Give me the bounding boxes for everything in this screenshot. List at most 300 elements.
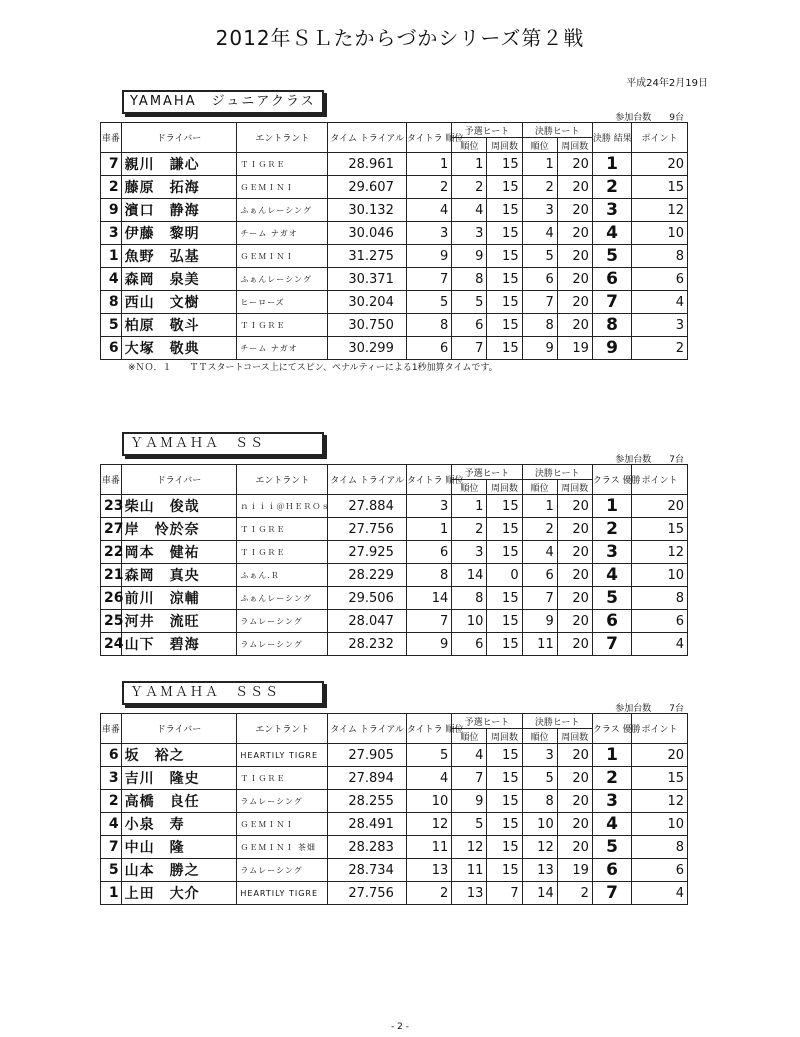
- cell-fl: 19: [557, 337, 592, 360]
- cell-fl: 20: [557, 813, 592, 836]
- cell-fl: 20: [557, 790, 592, 813]
- cell-hl: 15: [487, 859, 522, 882]
- cell-hl: 0: [487, 564, 522, 587]
- cell-res: 2: [592, 176, 631, 199]
- results-table: [100, 122, 688, 360]
- cell-driver: 山本 勝之: [121, 859, 237, 882]
- entry-count: 参加台数 9台: [615, 113, 684, 123]
- cell-pt: 4: [632, 291, 688, 314]
- cell-res: 1: [592, 744, 631, 767]
- table-row: [101, 199, 688, 222]
- cell-pt: 10: [632, 222, 688, 245]
- cell-no: 1: [101, 245, 122, 268]
- cell-entrant: ふぁん.Ｒ: [237, 564, 328, 587]
- table-row: [101, 268, 688, 291]
- table-row: [101, 836, 688, 859]
- header-heat: 予選ヒート: [452, 714, 522, 729]
- cell-fl: 20: [557, 564, 592, 587]
- header-final-laps: 周回数: [557, 729, 592, 744]
- cell-no: 22: [101, 541, 122, 564]
- cell-entrant: チーム ナガオ: [237, 222, 328, 245]
- cell-pt: 20: [632, 744, 688, 767]
- cell-fl: 20: [557, 268, 592, 291]
- cell-entrant: ＧＥＭＩＮＩ: [237, 813, 328, 836]
- cell-time: 28.047: [328, 610, 407, 633]
- cell-hl: 15: [487, 633, 522, 656]
- cell-res: 6: [592, 268, 631, 291]
- cell-driver: 親川 謙心: [121, 153, 237, 176]
- cell-no: 2: [101, 790, 122, 813]
- header-heat: 予選ヒート: [452, 465, 522, 480]
- cell-res: 2: [592, 767, 631, 790]
- cell-time: 30.132: [328, 199, 407, 222]
- cell-pt: 4: [632, 882, 688, 905]
- cell-entrant: ＴＩＧＲＥ: [237, 153, 328, 176]
- cell-no: 6: [101, 337, 122, 360]
- cell-res: 6: [592, 610, 631, 633]
- cell-tt: 5: [406, 291, 451, 314]
- cell-driver: 濱口 静海: [121, 199, 237, 222]
- cell-driver: 伊藤 黎明: [121, 222, 237, 245]
- cell-res: 4: [592, 813, 631, 836]
- cell-res: 3: [592, 790, 631, 813]
- cell-hp: 6: [452, 633, 487, 656]
- cell-no: 8: [101, 291, 122, 314]
- cell-tt: 1: [406, 518, 451, 541]
- cell-hp: 1: [452, 495, 487, 518]
- cell-entrant: チーム ナガオ: [237, 337, 328, 360]
- cell-fp: 12: [522, 836, 557, 859]
- cell-hp: 2: [452, 518, 487, 541]
- table-row: [101, 882, 688, 905]
- cell-driver: 大塚 敬典: [121, 337, 237, 360]
- cell-hp: 1: [452, 153, 487, 176]
- cell-pt: 12: [632, 790, 688, 813]
- cell-res: 8: [592, 314, 631, 337]
- cell-entrant: ラムレーシング: [237, 610, 328, 633]
- cell-hp: 4: [452, 199, 487, 222]
- cell-pt: 3: [632, 314, 688, 337]
- cell-entrant: HEARTILY TIGRE: [237, 744, 328, 767]
- cell-fp: 1: [522, 153, 557, 176]
- cell-time: 28.961: [328, 153, 407, 176]
- table-row: [101, 859, 688, 882]
- cell-time: 27.884: [328, 495, 407, 518]
- class-title: ＹＡＭＡＨＡ ＳＳ: [122, 432, 324, 456]
- cell-time: 27.905: [328, 744, 407, 767]
- cell-res: 5: [592, 836, 631, 859]
- cell-fl: 20: [557, 836, 592, 859]
- cell-driver: 藤原 拓海: [121, 176, 237, 199]
- cell-hl: 15: [487, 836, 522, 859]
- table-row: [101, 564, 688, 587]
- cell-driver: 高橋 良任: [121, 790, 237, 813]
- cell-no: 1: [101, 882, 122, 905]
- cell-res: 4: [592, 564, 631, 587]
- cell-hl: 15: [487, 153, 522, 176]
- cell-hl: 15: [487, 222, 522, 245]
- cell-fp: 6: [522, 564, 557, 587]
- header-final: 決勝ヒート: [522, 123, 592, 138]
- cell-hp: 12: [452, 836, 487, 859]
- class-title: YAMAHA ジュニアクラス: [122, 90, 324, 114]
- cell-res: 7: [592, 291, 631, 314]
- cell-pt: 10: [632, 564, 688, 587]
- cell-time: 30.750: [328, 314, 407, 337]
- header-result: 決勝 結果: [592, 123, 631, 153]
- cell-no: 26: [101, 587, 122, 610]
- cell-pt: 8: [632, 836, 688, 859]
- cell-fp: 8: [522, 314, 557, 337]
- cell-tt: 3: [406, 495, 451, 518]
- cell-res: 2: [592, 518, 631, 541]
- cell-driver: 岸 怜於奈: [121, 518, 237, 541]
- cell-time: 30.046: [328, 222, 407, 245]
- cell-time: 27.925: [328, 541, 407, 564]
- page-number: - 2 -: [391, 1022, 409, 1032]
- entry-count: 参加台数 7台: [615, 704, 684, 714]
- cell-entrant: ＴＩＧＲＥ: [237, 518, 328, 541]
- header-heat-laps: 周回数: [487, 480, 522, 495]
- header-final-position: 順位: [522, 138, 557, 153]
- cell-fl: 20: [557, 176, 592, 199]
- header-driver: ドライバー: [121, 123, 237, 153]
- cell-hp: 4: [452, 744, 487, 767]
- table-row: [101, 541, 688, 564]
- cell-fp: 4: [522, 541, 557, 564]
- header-points: ポイント: [632, 465, 688, 495]
- cell-tt: 11: [406, 836, 451, 859]
- cell-hp: 10: [452, 610, 487, 633]
- cell-driver: 中山 隆: [121, 836, 237, 859]
- cell-hl: 15: [487, 268, 522, 291]
- table-row: [101, 518, 688, 541]
- cell-time: 30.299: [328, 337, 407, 360]
- cell-pt: 6: [632, 610, 688, 633]
- cell-driver: 山下 碧海: [121, 633, 237, 656]
- cell-fl: 20: [557, 245, 592, 268]
- table-row: [101, 176, 688, 199]
- cell-hp: 7: [452, 767, 487, 790]
- header-entrant: エントラント: [237, 465, 328, 495]
- cell-tt: 1: [406, 153, 451, 176]
- cell-driver: 魚野 弘基: [121, 245, 237, 268]
- cell-hl: 15: [487, 291, 522, 314]
- cell-res: 3: [592, 541, 631, 564]
- cell-entrant: ＧＥＭＩＮＩ: [237, 245, 328, 268]
- cell-tt: 10: [406, 790, 451, 813]
- cell-tt: 8: [406, 564, 451, 587]
- header-time-trial: タイム トライアル: [328, 123, 407, 153]
- cell-res: 5: [592, 245, 631, 268]
- cell-no: 4: [101, 813, 122, 836]
- cell-fl: 20: [557, 610, 592, 633]
- cell-entrant: ＴＩＧＲＥ: [237, 314, 328, 337]
- cell-hl: 15: [487, 337, 522, 360]
- cell-hl: 15: [487, 767, 522, 790]
- cell-hp: 6: [452, 314, 487, 337]
- table-row: [101, 337, 688, 360]
- cell-entrant: HEARTILY TIGRE: [237, 882, 328, 905]
- cell-entrant: ラムレーシング: [237, 633, 328, 656]
- header-final-position: 順位: [522, 729, 557, 744]
- header-final: 決勝ヒート: [522, 465, 592, 480]
- cell-entrant: ふぁんレーシング: [237, 587, 328, 610]
- cell-entrant: ヒーローズ: [237, 291, 328, 314]
- cell-tt: 6: [406, 541, 451, 564]
- cell-hp: 8: [452, 268, 487, 291]
- cell-pt: 6: [632, 859, 688, 882]
- cell-driver: 西山 文樹: [121, 291, 237, 314]
- results-section: [100, 681, 688, 1001]
- header-result: クラス 優勝: [592, 714, 631, 744]
- cell-hl: 15: [487, 813, 522, 836]
- cell-fp: 2: [522, 176, 557, 199]
- table-row: [101, 314, 688, 337]
- cell-driver: 森岡 真央: [121, 564, 237, 587]
- header-heat-position: 順位: [452, 480, 487, 495]
- penalty-note: ※ＮＯ．１ ＴＴスタートコース上にてスピン、ペナルティーによる1秒加算タイムです。: [128, 363, 498, 373]
- cell-tt: 9: [406, 633, 451, 656]
- header-driver: ドライバー: [121, 465, 237, 495]
- header-car-number: 車番: [101, 465, 122, 495]
- header-car-number: 車番: [101, 123, 122, 153]
- cell-pt: 8: [632, 587, 688, 610]
- entry-count: 参加台数 7台: [615, 455, 684, 465]
- cell-fp: 6: [522, 268, 557, 291]
- cell-hl: 15: [487, 518, 522, 541]
- cell-pt: 4: [632, 633, 688, 656]
- cell-driver: 前川 涼輔: [121, 587, 237, 610]
- table-row: [101, 587, 688, 610]
- cell-time: 28.734: [328, 859, 407, 882]
- cell-time: 28.491: [328, 813, 407, 836]
- class-title: ＹＡＭＡＨＡ ＳＳＳ: [122, 681, 324, 705]
- cell-time: 28.232: [328, 633, 407, 656]
- cell-time: 28.283: [328, 836, 407, 859]
- results-table: [100, 464, 688, 656]
- cell-driver: 岡本 健祐: [121, 541, 237, 564]
- cell-hp: 8: [452, 587, 487, 610]
- cell-no: 6: [101, 744, 122, 767]
- header-car-number: 車番: [101, 714, 122, 744]
- cell-time: 27.756: [328, 882, 407, 905]
- header-entrant: エントラント: [237, 123, 328, 153]
- cell-no: 3: [101, 767, 122, 790]
- cell-fp: 1: [522, 495, 557, 518]
- cell-pt: 20: [632, 495, 688, 518]
- cell-fp: 7: [522, 587, 557, 610]
- cell-driver: 吉川 隆史: [121, 767, 237, 790]
- cell-hl: 7: [487, 882, 522, 905]
- cell-fl: 20: [557, 222, 592, 245]
- cell-fp: 5: [522, 245, 557, 268]
- cell-hl: 15: [487, 176, 522, 199]
- header-heat-position: 順位: [452, 138, 487, 153]
- cell-entrant: ＧＥＭＩＮＩ: [237, 176, 328, 199]
- cell-res: 9: [592, 337, 631, 360]
- cell-time: 28.255: [328, 790, 407, 813]
- header-driver: ドライバー: [121, 714, 237, 744]
- cell-tt: 2: [406, 176, 451, 199]
- header-tt-position: タイトラ 順位: [406, 465, 451, 495]
- cell-tt: 5: [406, 744, 451, 767]
- cell-fl: 20: [557, 291, 592, 314]
- cell-time: 29.607: [328, 176, 407, 199]
- cell-fp: 2: [522, 518, 557, 541]
- table-row: [101, 790, 688, 813]
- cell-tt: 13: [406, 859, 451, 882]
- event-date: 平成24年2月19日: [626, 78, 708, 89]
- cell-pt: 15: [632, 767, 688, 790]
- header-tt-position: タイトラ 順位: [406, 123, 451, 153]
- cell-hl: 15: [487, 541, 522, 564]
- cell-hp: 3: [452, 222, 487, 245]
- cell-no: 2: [101, 176, 122, 199]
- cell-tt: 6: [406, 337, 451, 360]
- cell-no: 25: [101, 610, 122, 633]
- table-row: [101, 495, 688, 518]
- cell-hl: 15: [487, 199, 522, 222]
- cell-entrant: ｎｉｉｉ＠ＨＥＲＯｓ: [237, 495, 328, 518]
- cell-hp: 9: [452, 245, 487, 268]
- table-row: [101, 291, 688, 314]
- cell-hl: 15: [487, 245, 522, 268]
- results-section: [100, 90, 688, 410]
- header-final-position: 順位: [522, 480, 557, 495]
- cell-tt: 7: [406, 610, 451, 633]
- table-row: [101, 222, 688, 245]
- cell-fp: 10: [522, 813, 557, 836]
- cell-no: 5: [101, 859, 122, 882]
- page-title: 2012年ＳＬたからづかシリーズ第２戦: [215, 26, 585, 50]
- cell-hp: 9: [452, 790, 487, 813]
- cell-no: 3: [101, 222, 122, 245]
- cell-time: 29.506: [328, 587, 407, 610]
- header-points: ポイント: [632, 714, 688, 744]
- cell-driver: 小泉 寿: [121, 813, 237, 836]
- cell-pt: 2: [632, 337, 688, 360]
- cell-hp: 14: [452, 564, 487, 587]
- cell-fl: 20: [557, 495, 592, 518]
- cell-hl: 15: [487, 610, 522, 633]
- header-final: 決勝ヒート: [522, 714, 592, 729]
- header-time-trial: タイム トライアル: [328, 465, 407, 495]
- cell-res: 7: [592, 882, 631, 905]
- cell-no: 24: [101, 633, 122, 656]
- cell-pt: 12: [632, 541, 688, 564]
- cell-hp: 11: [452, 859, 487, 882]
- header-tt-position: タイトラ 順位: [406, 714, 451, 744]
- cell-fl: 20: [557, 744, 592, 767]
- table-row: [101, 767, 688, 790]
- cell-fp: 8: [522, 790, 557, 813]
- cell-fl: 20: [557, 153, 592, 176]
- cell-driver: 上田 大介: [121, 882, 237, 905]
- cell-no: 23: [101, 495, 122, 518]
- cell-fp: 9: [522, 337, 557, 360]
- cell-res: 1: [592, 495, 631, 518]
- cell-fl: 2: [557, 882, 592, 905]
- table-row: [101, 153, 688, 176]
- cell-tt: 2: [406, 882, 451, 905]
- cell-fp: 11: [522, 633, 557, 656]
- header-time-trial: タイム トライアル: [328, 714, 407, 744]
- cell-pt: 15: [632, 518, 688, 541]
- cell-no: 21: [101, 564, 122, 587]
- cell-entrant: ＧＥＭＩＮＩ 茶畑: [237, 836, 328, 859]
- cell-hl: 15: [487, 790, 522, 813]
- table-row: [101, 610, 688, 633]
- header-result: クラス 優勝: [592, 465, 631, 495]
- cell-tt: 7: [406, 268, 451, 291]
- cell-fp: 3: [522, 199, 557, 222]
- cell-fl: 20: [557, 587, 592, 610]
- cell-tt: 12: [406, 813, 451, 836]
- cell-entrant: ふぁんレーシング: [237, 268, 328, 291]
- cell-res: 4: [592, 222, 631, 245]
- header-heat-position: 順位: [452, 729, 487, 744]
- header-entrant: エントラント: [237, 714, 328, 744]
- cell-hp: 2: [452, 176, 487, 199]
- header-points: ポイント: [632, 123, 688, 153]
- cell-driver: 柴山 俊哉: [121, 495, 237, 518]
- results-table: [100, 713, 688, 905]
- header-heat: 予選ヒート: [452, 123, 522, 138]
- cell-fp: 9: [522, 610, 557, 633]
- cell-fp: 4: [522, 222, 557, 245]
- table-row: [101, 744, 688, 767]
- cell-hp: 5: [452, 813, 487, 836]
- cell-hp: 5: [452, 291, 487, 314]
- cell-driver: 森岡 泉美: [121, 268, 237, 291]
- cell-hp: 13: [452, 882, 487, 905]
- cell-pt: 8: [632, 245, 688, 268]
- cell-fl: 20: [557, 518, 592, 541]
- cell-time: 30.371: [328, 268, 407, 291]
- cell-time: 31.275: [328, 245, 407, 268]
- cell-res: 3: [592, 199, 631, 222]
- cell-fl: 20: [557, 767, 592, 790]
- cell-res: 5: [592, 587, 631, 610]
- header-final-laps: 周回数: [557, 480, 592, 495]
- cell-fp: 3: [522, 744, 557, 767]
- cell-no: 7: [101, 153, 122, 176]
- cell-fl: 20: [557, 199, 592, 222]
- table-row: [101, 813, 688, 836]
- cell-pt: 12: [632, 199, 688, 222]
- cell-no: 5: [101, 314, 122, 337]
- cell-no: 27: [101, 518, 122, 541]
- cell-fl: 20: [557, 633, 592, 656]
- cell-tt: 14: [406, 587, 451, 610]
- cell-driver: 坂 裕之: [121, 744, 237, 767]
- cell-time: 30.204: [328, 291, 407, 314]
- cell-tt: 8: [406, 314, 451, 337]
- cell-time: 27.894: [328, 767, 407, 790]
- cell-fl: 19: [557, 859, 592, 882]
- cell-time: 28.229: [328, 564, 407, 587]
- cell-tt: 9: [406, 245, 451, 268]
- cell-no: 4: [101, 268, 122, 291]
- cell-driver: 河井 流旺: [121, 610, 237, 633]
- cell-res: 6: [592, 859, 631, 882]
- header-heat-laps: 周回数: [487, 729, 522, 744]
- cell-res: 7: [592, 633, 631, 656]
- cell-hl: 15: [487, 744, 522, 767]
- cell-time: 27.756: [328, 518, 407, 541]
- cell-hp: 7: [452, 337, 487, 360]
